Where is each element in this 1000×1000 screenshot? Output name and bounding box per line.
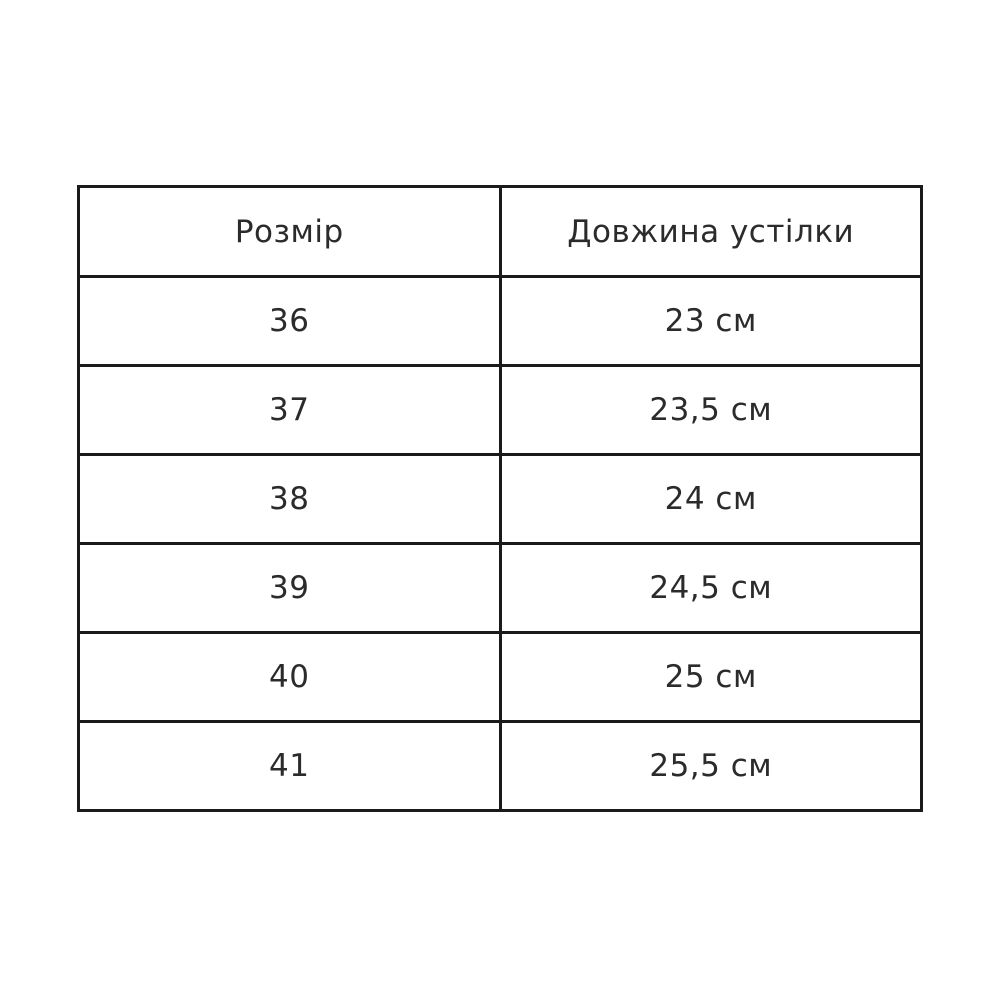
size-table-body — [79, 277, 922, 811]
header-row — [79, 187, 922, 277]
header-cell-size: Розмір — [79, 187, 501, 277]
size-cell: 39 — [79, 544, 501, 633]
size-cell: 38 — [79, 455, 501, 544]
length-cell: 25,5 см — [500, 722, 922, 811]
size-cell: 41 — [79, 722, 501, 811]
length-cell: 25 см — [500, 633, 922, 722]
length-cell: 23,5 см — [500, 366, 922, 455]
size-cell: 36 — [79, 277, 501, 366]
table-row — [79, 277, 922, 366]
table-row — [79, 633, 922, 722]
size-chart — [77, 185, 923, 812]
size-table-header — [79, 187, 922, 277]
table-row — [79, 544, 922, 633]
size-cell: 37 — [79, 366, 501, 455]
table-row — [79, 722, 922, 811]
length-cell: 24 см — [500, 455, 922, 544]
table-row — [79, 366, 922, 455]
length-cell: 23 см — [500, 277, 922, 366]
header-cell-length: Довжина устілки — [500, 187, 922, 277]
table-row — [79, 455, 922, 544]
size-cell: 40 — [79, 633, 501, 722]
size-table — [77, 185, 923, 812]
length-cell: 24,5 см — [500, 544, 922, 633]
